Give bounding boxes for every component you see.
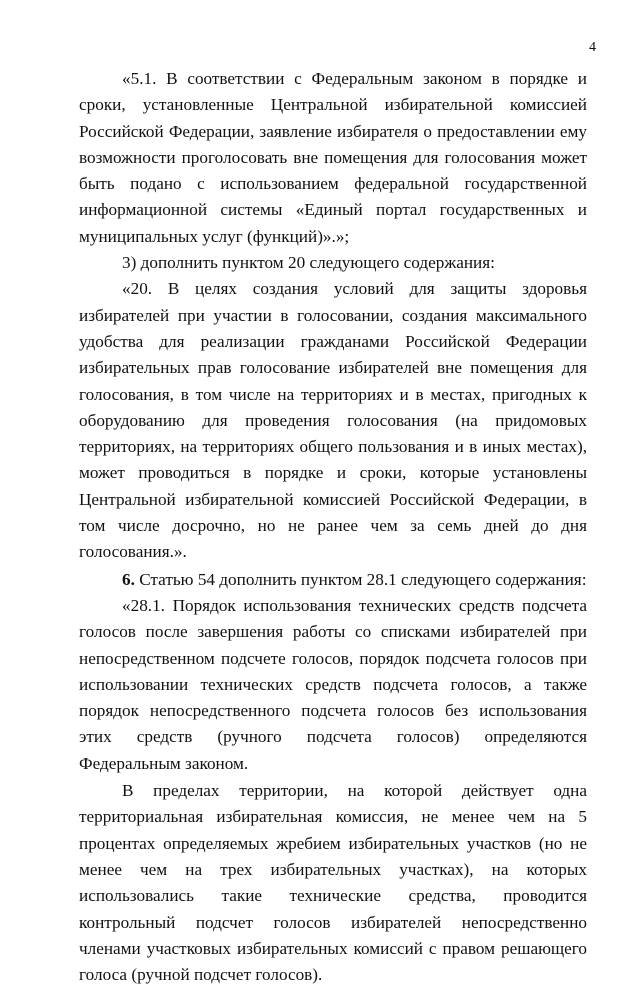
article-number: 6.	[122, 569, 135, 589]
page-number: 4	[589, 40, 596, 55]
paragraph-5-1: «5.1. В соответствии с Федеральным законом в порядке и сроки, установленные Центральной избирательной комиссией Российской Федерации, заявление избирателя о предоставлении ему возможности проголосовать вне помещения для голосования может быть подано с использованием федеральной государственной информационной системы «Единый портал государственных и муниципальных услуг (функций)».»;	[79, 69, 587, 246]
paragraph-territory: В пределах территории, на которой действует одна территориальная избирательная комиссия, не менее чем на 5 процентах определяемых жребием избирательных участков (но не менее чем на трех избирательных участках), на которых использовались такие технические средства, проводится контрольный подсчет голосов избирателей непосредственно членами участковых избирательных комиссий с правом решающего голоса (ручной подсчет голосов).	[79, 781, 587, 985]
paragraph-article-6	[79, 567, 587, 593]
document-body	[79, 66, 587, 988]
article-text: Статью 54 дополнить пунктом 28.1 следующего содержания:	[134, 569, 587, 589]
paragraph-20: «20. В целях создания условий для защиты здоровья избирателей при участии в голосовании, создания максимального удобства для реализации гражданами Российской Федерации избирательных прав голосование избирателей вне помещения для голосования, в том числе на территориях и в местах, пригодных к оборудованию для проведения голосования (на придомовых территориях, на территориях общего пользования и в иных местах), может проводиться в порядке и сроки, которые установлены Центральной избирательной комиссией Российской Федерации, в том числе досрочно, но не ранее чем за семь дней до дня голосования.».	[79, 279, 587, 562]
paragraph-28-1: «28.1. Порядок использования технических средств подсчета голосов после завершения работы со списками избирателей при непосредственном подсчете голосов, порядок подсчета голосов при использовании технических средств подсчета голосов, а также порядок непосредственного подсчета голосов без использования этих средств (ручного подсчета голосов) определяются Федеральным законом.	[79, 595, 587, 773]
paragraph-item-3: 3) дополнить пунктом 20 следующего содержания:	[122, 253, 495, 273]
